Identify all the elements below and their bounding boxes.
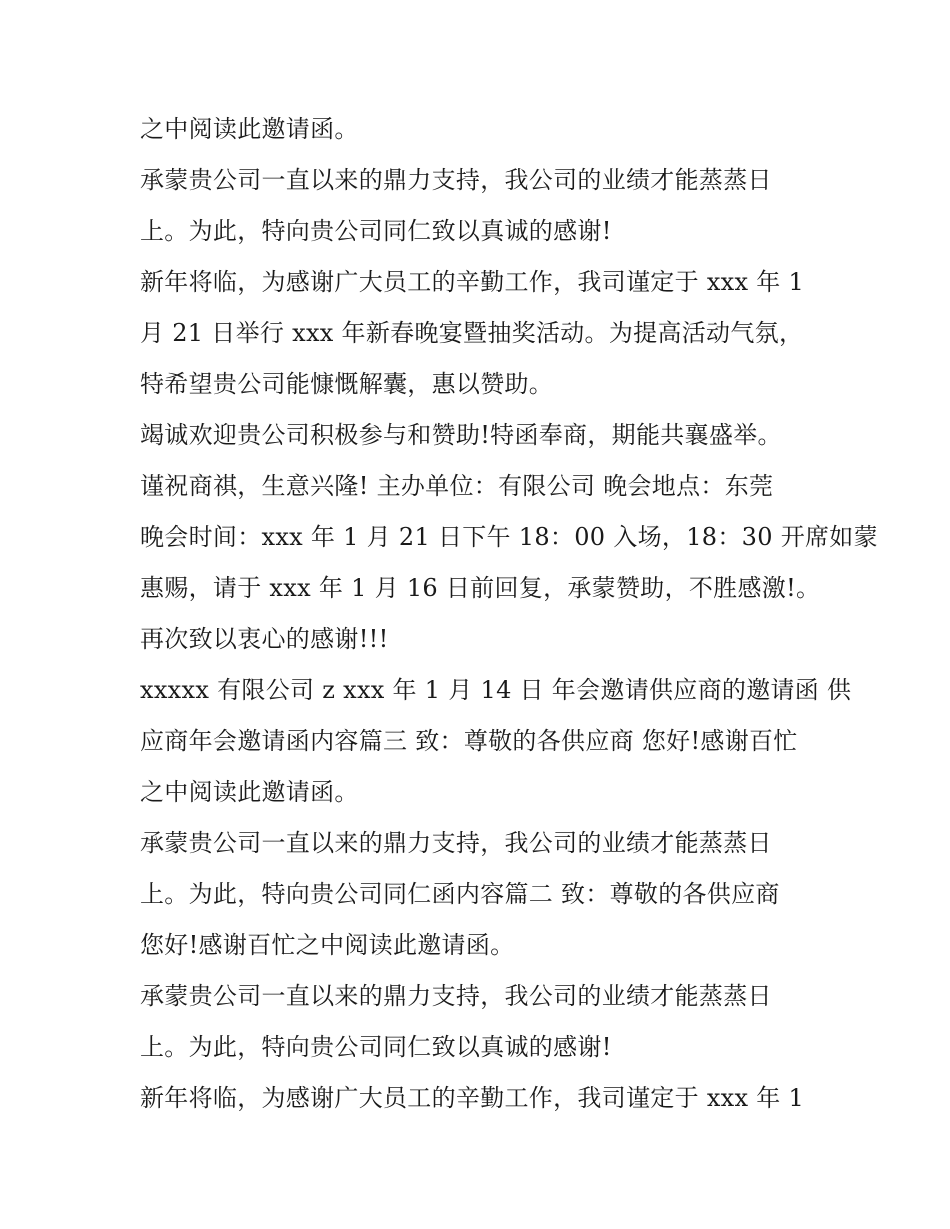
document-body xyxy=(140,104,878,1124)
text-line: 承蒙贵公司一直以来的鼎力支持，我公司的业绩才能蒸蒸日 xyxy=(140,166,772,194)
text-line: 上。为此，特向贵公司同仁致以真诚的感谢! xyxy=(140,217,612,245)
text-line: 再次致以衷心的感谢!!! xyxy=(140,625,389,653)
text-line: 竭诚欢迎贵公司积极参与和赞助!特函奉商，期能共襄盛举。 xyxy=(140,421,782,449)
text-line: 应商年会邀请函内容篇三 致：尊敬的各供应商 您好!感谢百忙 xyxy=(140,727,798,755)
text-line: 谨祝商祺，生意兴隆! 主办单位：有限公司 晚会地点：东莞 xyxy=(140,472,774,500)
text-line: 上。为此，特向贵公司同仁致以真诚的感谢! xyxy=(140,1033,612,1061)
text-line: 之中阅读此邀请函。 xyxy=(140,778,359,806)
text-line: 承蒙贵公司一直以来的鼎力支持，我公司的业绩才能蒸蒸日 xyxy=(140,982,772,1010)
text-line: 之中阅读此邀请函。 xyxy=(140,115,359,143)
text-line: 特希望贵公司能慷慨解囊，惠以赞助。 xyxy=(140,370,554,398)
text-line: 您好!感谢百忙之中阅读此邀请函。 xyxy=(140,931,515,959)
text-line: 新年将临，为感谢广大员工的辛勤工作，我司谨定于 xxx 年 1 xyxy=(140,268,805,296)
text-line: 惠赐，请于 xxx 年 1 月 16 日前回复，承蒙赞助，不胜感激!。 xyxy=(140,574,821,602)
text-line: 晚会时间：xxx 年 1 月 21 日下午 18：00 入场，18：30 开席如蒙 xyxy=(140,523,878,551)
text-line: xxxxx 有限公司 z xxx 年 1 月 14 日 年会邀请供应商的邀请函 供 xyxy=(140,676,852,704)
text-line: 承蒙贵公司一直以来的鼎力支持，我公司的业绩才能蒸蒸日 xyxy=(140,829,772,857)
text-line: 上。为此，特向贵公司同仁函内容篇二 致：尊敬的各供应商 xyxy=(140,880,780,908)
text-line: 月 21 日举行 xxx 年新春晚宴暨抽奖活动。为提高活动气氛， xyxy=(140,319,804,347)
text-line: 新年将临，为感谢广大员工的辛勤工作，我司谨定于 xxx 年 1 xyxy=(140,1084,805,1112)
